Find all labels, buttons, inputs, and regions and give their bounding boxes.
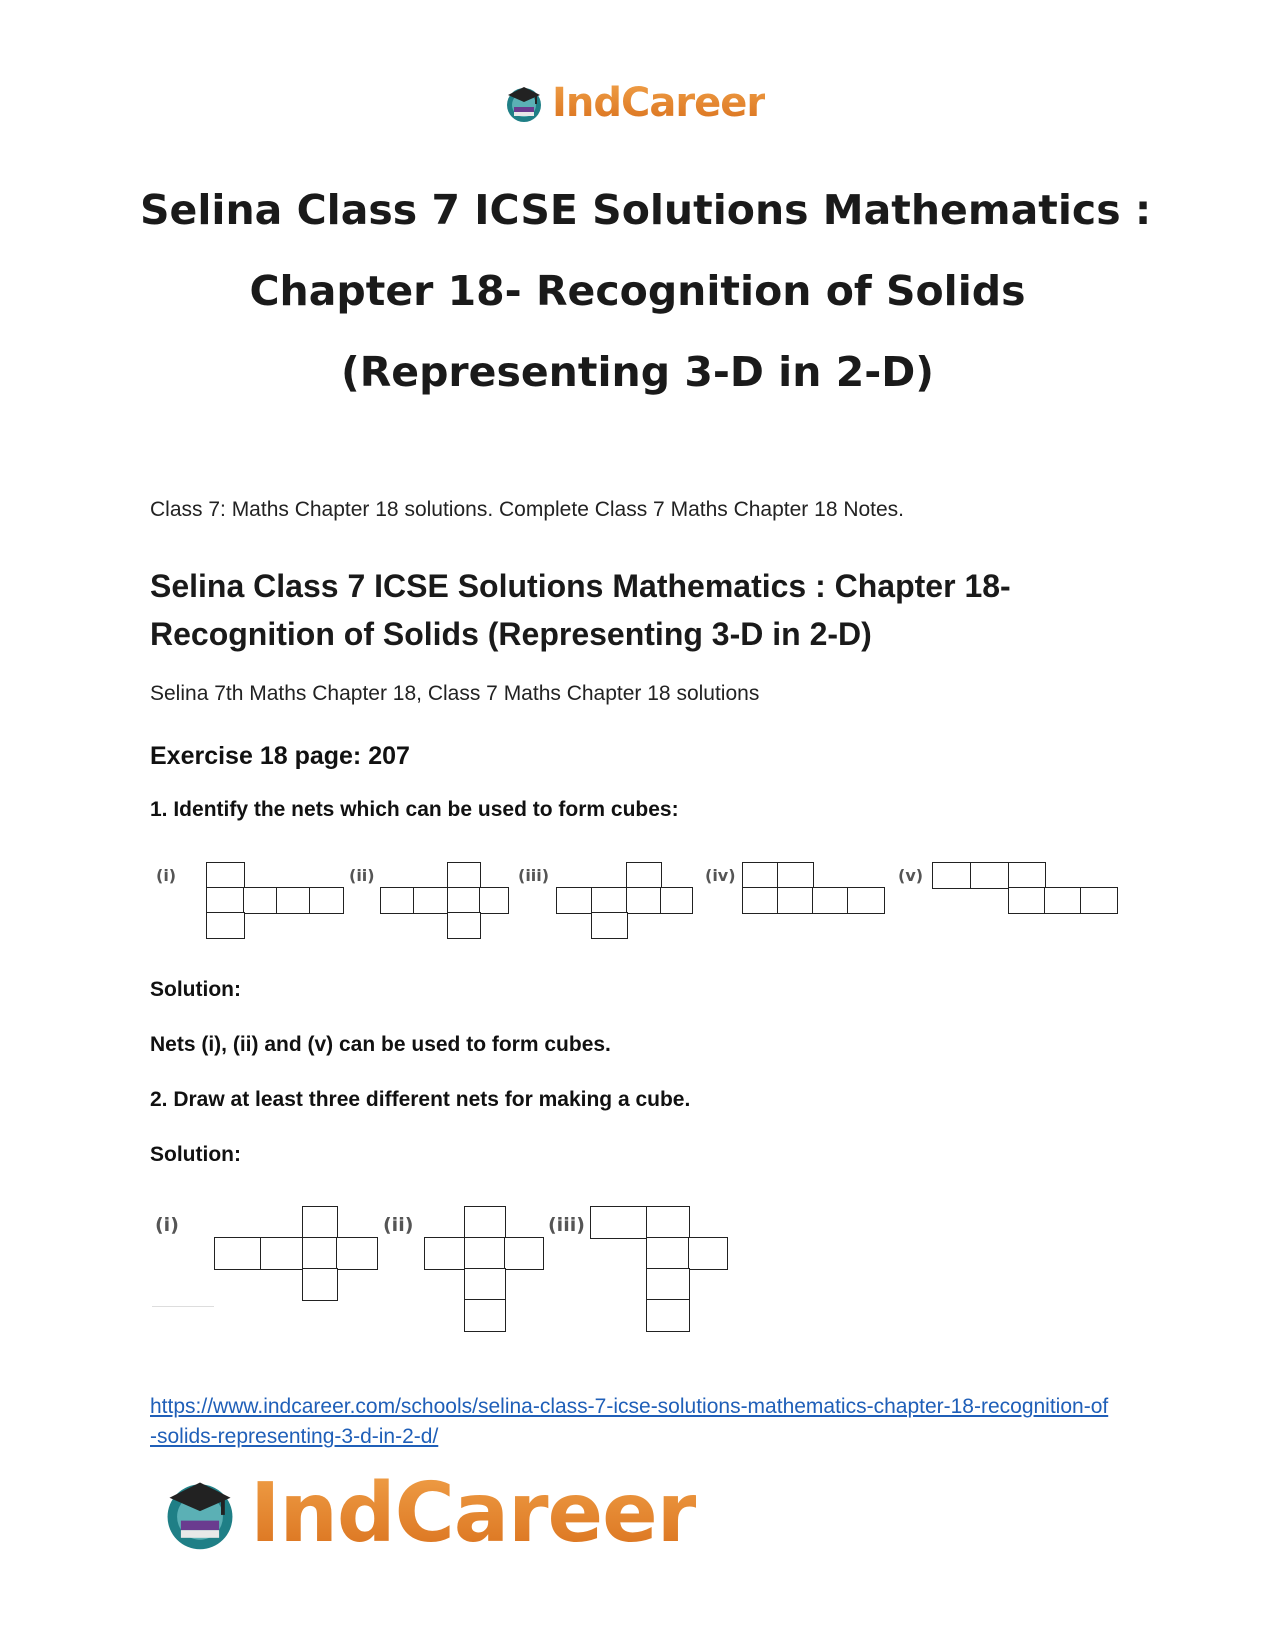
net-cell [742,887,779,914]
graduation-cap-icon [502,81,546,125]
net-cell [646,1268,690,1301]
net-cell [646,1237,690,1270]
net-label: (iii) [518,866,550,885]
net-cell [464,1206,506,1239]
question-2: 2. Draw at least three different nets for making a cube. [150,1088,691,1111]
logo-text: IndCareer [250,1465,697,1561]
net-cell [646,1206,690,1239]
intro-text: Class 7: Maths Chapter 18 solutions. Complete Class 7 Maths Chapter 18 Notes. [150,498,905,521]
question-1: 1. Identify the nets which can be used to form cubes: [150,798,679,821]
footer-logo [158,1465,696,1561]
net-cell [812,887,849,914]
net-cell [276,887,311,914]
net-cell [970,862,1010,889]
net-cell [464,1237,506,1270]
net-cell [591,887,628,914]
net-cell [206,887,245,914]
net-cell [626,862,662,889]
net-cell [1008,862,1046,889]
net-cell [660,887,693,914]
net-cell [447,912,481,939]
net-label: (iii) [548,1214,585,1236]
net-cell [243,887,278,914]
net-cell [847,887,885,914]
net-label: (iv) [705,866,736,885]
net-cell [556,887,593,914]
net-cell [206,862,245,889]
net-cell [336,1237,378,1270]
net-cell [777,887,814,914]
net-cell [1080,887,1118,914]
solution-1-answer: Nets (i), (ii) and (v) can be used to form cubes. [150,1033,611,1056]
net-label: (ii) [349,866,375,885]
net-cell [688,1237,728,1270]
solution-2-label: Solution: [150,1143,241,1166]
divider [152,1306,214,1307]
section-subtitle: Selina 7th Maths Chapter 18, Class 7 Maths Chapter 18 solutions [150,682,760,705]
logo-text: IndCareer [552,80,766,126]
net-cell [777,862,814,889]
net-cell [626,887,662,914]
net-cell [591,912,628,939]
net-cell [302,1268,338,1301]
section-heading: Selina Class 7 ICSE Solutions Mathematics : Chapter 18- Recognition of Solids (Representing 3-D in 2-D) [150,568,1011,652]
net-cell [504,1237,544,1270]
net-label: (i) [155,1214,179,1236]
net-cell [447,862,481,889]
page-title [140,170,1152,413]
graduation-cap-icon [158,1471,242,1555]
title-line: Chapter 18- Recognition of Solids [249,267,1026,315]
net-label: (ii) [383,1214,414,1236]
title-line: (Representing 3-D in 2-D) [340,348,935,396]
header-logo [502,80,765,126]
net-cell [380,887,415,914]
net-cell [309,887,344,914]
source-link[interactable]: https://www.indcareer.com/schools/selina-class-7-icse-solutions-mathematics-chapter-18-recognition-of-solids-representing-3-d-in-2-d/ [150,1395,1109,1448]
net-cell [464,1299,506,1332]
net-cell [214,1237,262,1270]
net-cell [742,862,779,889]
net-cell [302,1237,338,1270]
net-cell [479,887,509,914]
net-cell [447,887,481,914]
net-cell [260,1237,304,1270]
net-cell [1008,887,1046,914]
net-cell [424,1237,466,1270]
net-label: (v) [898,866,924,885]
net-label: (i) [156,866,177,885]
net-cell [302,1206,338,1239]
exercise-heading: Exercise 18 page: 207 [150,742,410,770]
net-cell [932,862,972,889]
solution-1-label: Solution: [150,978,241,1001]
net-cell [1044,887,1082,914]
net-cell [206,912,245,939]
net-cell [590,1206,648,1239]
title-line: Selina Class 7 ICSE Solutions Mathematics : [140,186,1152,234]
net-cell [464,1268,506,1301]
net-cell [646,1299,690,1332]
net-cell [413,887,449,914]
